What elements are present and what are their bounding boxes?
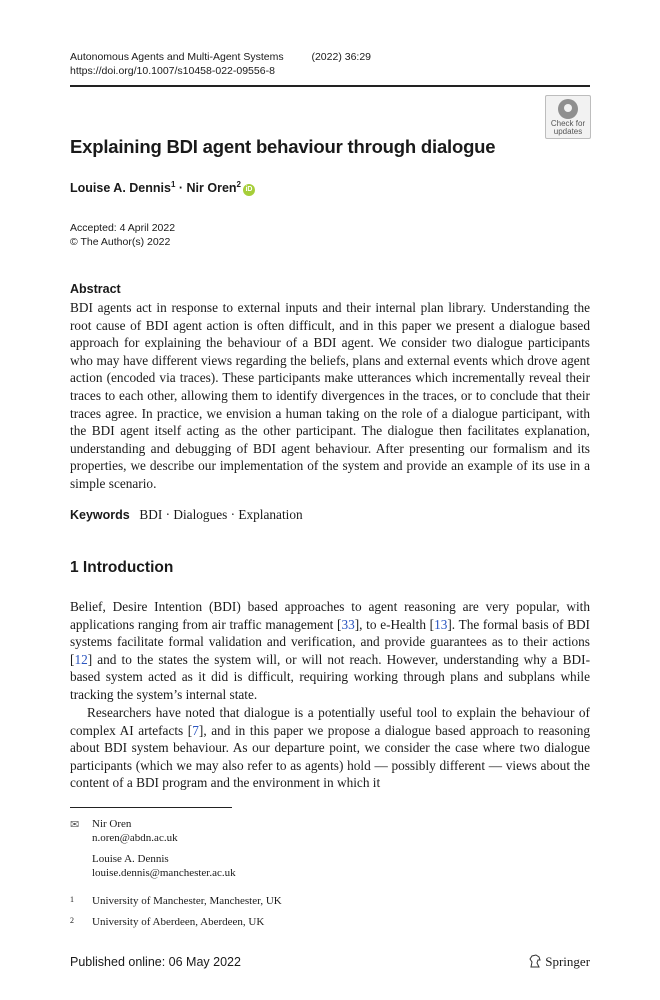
intro-paragraph-1: Belief, Desire Intention (BDI) based approaches to agent reasoning are very popular, with applications ranging from air traffic management [33], to e-Health [13]. The formal basis of BDI systems facilitate formal validation and verification, and provide guarantees as to their actions [12] and to the states the system will, or will not reach. However, understanding why a BDI-based system acted as it did is difficult, requiring working through plans and subplans while tracking the system’s internal state. [70,599,590,702]
published-date: Published online: 06 May 2022 [70,955,241,969]
copyright: © The Author(s) 2022 [70,236,171,248]
abstract-heading: Abstract [70,282,121,296]
accepted-date: Accepted: 4 April 2022 [70,222,176,234]
affiliation-1-num: 1 [70,895,74,904]
author-1[interactable]: Louise A. Dennis [70,181,171,196]
abstract-text: BDI agents act in response to external inputs and their internal plan library. Understanding the root cause of BDI agent action is often difficult, and in this paper we present a dialogue based approach for explaining the behaviour of a BDI agent. We consider two dialogue participants who may have different views regarding the beliefs, plans and external events which drove agent action (encoded via traces). These participants make utterances which incrementally reveal their traces to each other, allowing them to identify divergences in the traces, or to conclude that their traces agree. In practice, we envision a human taking on the role of a dialogue participant, with the BDI agent itself acting as the other participant. The dialogue then facilitates explanation, understanding and debugging of BDI agent behaviour. After presenting our formalism and its properties, we describe our implementation of the system and provide an example of its use in a simple scenario. [70,300,590,491]
contact-2 [92,852,236,880]
publisher[interactable] [528,954,590,970]
section-heading-introduction: 1 Introduction [70,559,174,576]
paper-title: Explaining BDI agent behaviour through dialogue [70,136,496,157]
affiliation-2-num: 2 [70,916,74,925]
journal-name: Autonomous Agents and Multi-Agent Systems [70,51,284,63]
keywords-values: BDI · Dialogues · Explanation [139,507,303,522]
keywords-label: Keywords [70,508,130,522]
contact-1-email[interactable]: n.oren@abdn.ac.uk [92,832,178,844]
affiliation-1-text: University of Manchester, Manchester, UK [92,895,282,907]
update-icon [558,99,578,119]
keywords [70,507,303,523]
orcid-icon[interactable]: iD [243,184,255,196]
contact-1 [92,817,178,845]
citation-13[interactable]: 13 [434,616,448,632]
author-2[interactable]: Nir Oren [186,181,237,196]
check-updates-line2: updates [553,127,583,136]
author-list [70,180,255,196]
contact-2-email[interactable]: louise.dennis@manchester.ac.uk [92,867,236,879]
affiliation-1 [70,895,282,910]
doi-link[interactable]: https://doi.org/10.1007/s10458-022-09556-8 [70,65,275,77]
affiliation-2-text: University of Aberdeen, Aberdeen, UK [92,916,265,928]
journal-volume: (2022) 36:29 [311,51,372,63]
journal-header [70,50,371,64]
springer-horse-icon [528,954,542,968]
check-for-updates-badge[interactable] [545,95,591,139]
intro-paragraph-2: Researchers have noted that dialogue is a potentially useful tool to explain the behaviour of complex AI artefacts [7], and in this paper we propose a dialogue based approach to reasoning about BDI system behaviour. As our departure point, we consider the case where two dialogue participants (which we may also refer to as agents) hold — possibly different — views about the content of a BDI program and the environment in which it [70,705,590,791]
author-2-affil: 2 [236,180,241,189]
check-updates-line1: Check for [550,119,586,128]
citation-7[interactable]: 7 [192,722,199,738]
footnote-rule [70,807,232,808]
citation-33[interactable]: 33 [341,616,355,632]
author-1-affil: 1 [170,180,176,189]
author-separator: · [175,181,187,196]
publisher-name: Springer [545,954,591,969]
citation-12[interactable]: 12 [74,651,88,667]
affiliation-2 [70,916,265,931]
header-rule [70,85,590,87]
contact-1-name: Nir Oren [92,818,132,830]
contact-2-name: Louise A. Dennis [92,853,169,865]
envelope-icon: ✉ [70,819,80,831]
